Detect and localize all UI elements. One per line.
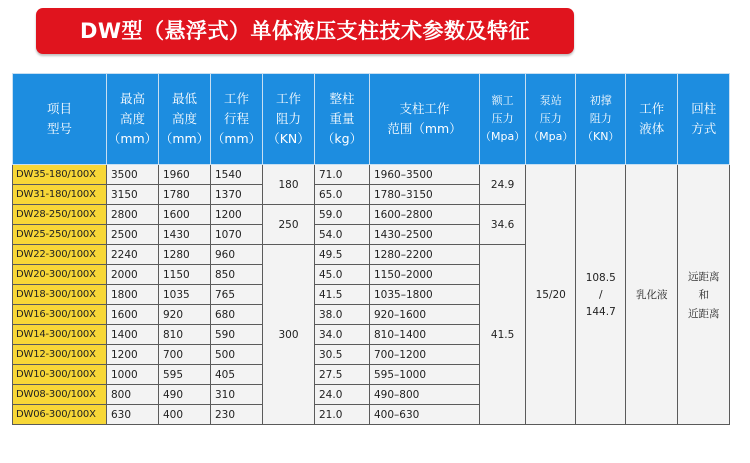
cell-max-height: 1400 [107,325,159,345]
cell-model: DW12-300/100X [13,345,107,365]
cell-min-height: 920 [159,305,211,325]
cell-stroke: 590 [211,325,263,345]
header-rated-pressure: 额工 压力 （Mpa） [480,74,526,165]
cell-stroke: 960 [211,245,263,265]
cell-model: DW25-250/100X [13,225,107,245]
cell-weight: 49.5 [315,245,370,265]
cell-model: DW22-300/100X [13,245,107,265]
cell-weight: 21.0 [315,405,370,425]
header-stroke: 工作 行程 （mm） [211,74,263,165]
cell-max-height: 2500 [107,225,159,245]
header-row [13,74,730,165]
cell-working-range: 1150–2000 [370,265,480,285]
cell-min-height: 700 [159,345,211,365]
cell-max-height: 3500 [107,165,159,185]
header-weight: 整柱 重量 （kg） [315,74,370,165]
header-working-fluid: 工作 液体 [626,74,678,165]
cell-model: DW28-250/100X [13,205,107,225]
cell-initial-support: 108.5 / 144.7 [576,165,626,425]
cell-stroke: 1540 [211,165,263,185]
cell-stroke: 850 [211,265,263,285]
header-max-height: 最高 高度 （mm） [107,74,159,165]
cell-stroke: 405 [211,365,263,385]
cell-weight: 59.0 [315,205,370,225]
cell-min-height: 1150 [159,265,211,285]
cell-min-height: 1035 [159,285,211,305]
cell-model: DW20-300/100X [13,265,107,285]
cell-stroke: 1200 [211,205,263,225]
cell-model: DW10-300/100X [13,365,107,385]
cell-model: DW18-300/100X [13,285,107,305]
cell-model: DW35-180/100X [13,165,107,185]
cell-working-range: 1280–2200 [370,245,480,265]
cell-resistance-300: 300 [263,245,315,425]
cell-model: DW31-180/100X [13,185,107,205]
cell-max-height: 2800 [107,205,159,225]
cell-weight: 38.0 [315,305,370,325]
cell-working-range: 1430–2500 [370,225,480,245]
cell-working-range: 1035–1800 [370,285,480,305]
cell-min-height: 1780 [159,185,211,205]
cell-max-height: 630 [107,405,159,425]
cell-min-height: 810 [159,325,211,345]
cell-rated-pressure-34-6: 34.6 [480,205,526,245]
cell-stroke: 500 [211,345,263,365]
cell-rated-pressure-41-5: 41.5 [480,245,526,425]
cell-working-range: 1960–3500 [370,165,480,185]
cell-model: DW16-300/100X [13,305,107,325]
cell-working-range: 920–1600 [370,305,480,325]
cell-model: DW14-300/100X [13,325,107,345]
header-working-range: 支柱工作 范围（mm） [370,74,480,165]
cell-weight: 41.5 [315,285,370,305]
cell-stroke: 765 [211,285,263,305]
cell-max-height: 1000 [107,365,159,385]
cell-min-height: 1960 [159,165,211,185]
cell-working-range: 490–800 [370,385,480,405]
cell-min-height: 1600 [159,205,211,225]
cell-max-height: 1200 [107,345,159,365]
cell-weight: 71.0 [315,165,370,185]
cell-stroke: 230 [211,405,263,425]
cell-working-fluid: 乳化液 [626,165,678,425]
page-title: DW型（悬浮式）单体液压支柱技术参数及特征 [79,19,531,43]
title-banner [36,8,574,54]
cell-working-range: 810–1400 [370,325,480,345]
cell-min-height: 490 [159,385,211,405]
cell-rated-pressure-24-9: 24.9 [480,165,526,205]
header-pump-pressure: 泵站 压力 （Mpa） [526,74,576,165]
header-min-height: 最低 高度 （mm） [159,74,211,165]
cell-working-range: 400–630 [370,405,480,425]
cell-resistance-250: 250 [263,205,315,245]
cell-max-height: 1800 [107,285,159,305]
table-row [13,165,730,185]
cell-min-height: 1280 [159,245,211,265]
cell-stroke: 1070 [211,225,263,245]
cell-max-height: 2240 [107,245,159,265]
cell-weight: 65.0 [315,185,370,205]
cell-weight: 45.0 [315,265,370,285]
cell-weight: 27.5 [315,365,370,385]
cell-working-range: 700–1200 [370,345,480,365]
cell-stroke: 680 [211,305,263,325]
cell-max-height: 2000 [107,265,159,285]
header-model: 项目 型号 [13,74,107,165]
cell-weight: 24.0 [315,385,370,405]
cell-working-range: 1780–3150 [370,185,480,205]
cell-min-height: 400 [159,405,211,425]
cell-max-height: 800 [107,385,159,405]
header-initial-support: 初撑 阻力 （KN） [576,74,626,165]
cell-resistance-180: 180 [263,165,315,205]
cell-weight: 30.5 [315,345,370,365]
cell-working-range: 1600–2800 [370,205,480,225]
cell-pump-pressure: 15/20 [526,165,576,425]
cell-min-height: 1430 [159,225,211,245]
cell-max-height: 1600 [107,305,159,325]
spec-table [12,73,730,425]
cell-weight: 34.0 [315,325,370,345]
cell-model: DW06-300/100X [13,405,107,425]
cell-stroke: 310 [211,385,263,405]
cell-working-range: 595–1000 [370,365,480,385]
cell-return-method: 远距离 和 近距离 [678,165,730,425]
cell-max-height: 3150 [107,185,159,205]
cell-model: DW08-300/100X [13,385,107,405]
cell-weight: 54.0 [315,225,370,245]
header-return-method: 回柱 方式 [678,74,730,165]
cell-stroke: 1370 [211,185,263,205]
header-working-resistance: 工作 阻力 （KN） [263,74,315,165]
cell-min-height: 595 [159,365,211,385]
